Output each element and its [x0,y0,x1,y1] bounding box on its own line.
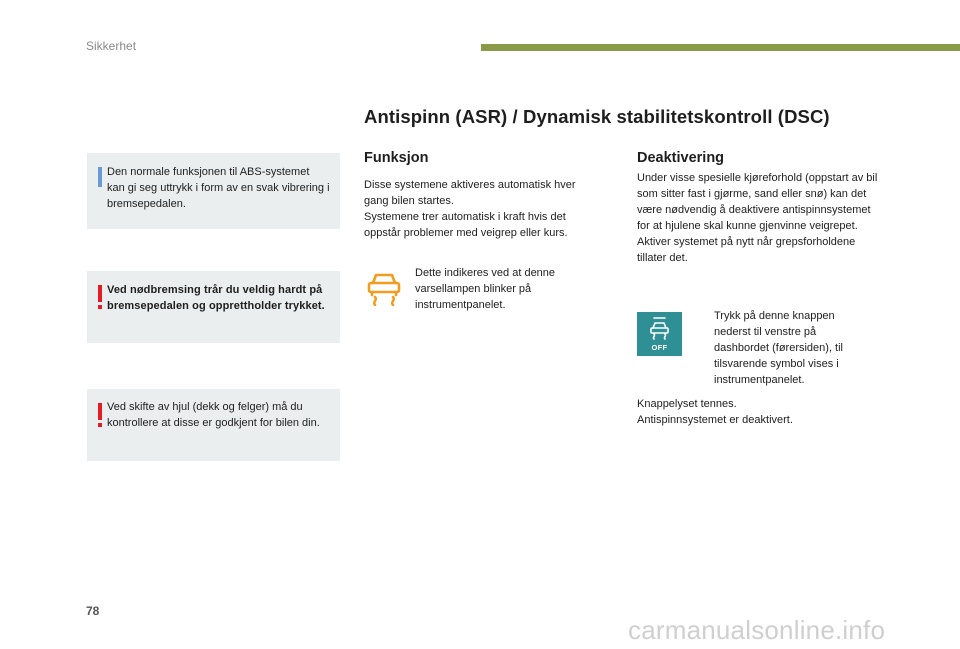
deaktivering-heading: Deaktivering [637,150,725,166]
warning-exclamation-icon [98,285,102,302]
dsc-off-label: OFF [651,343,668,352]
funksjon-text [364,177,599,241]
warning-exclamation-icon [98,403,102,420]
deaktivering-paragraph-1: Under visse spesielle kjøreforhold (oppstart av bil som sitter fast i gjørme, sand eller snø) kan det være nødvendig å deaktivere antispinnsystemet for at hjulene skal kunne gjenvinne veigrepet. [637,172,878,232]
page-title: Antispinn (ASR) / Dynamisk stabilitetskontroll (DSC) [364,106,830,127]
deaktivering-result-2: Antispinnsystemet er deaktivert. [637,414,793,426]
header-accent-bar [481,44,960,51]
funksjon-paragraph-1: Disse systemene aktiveres automatisk hver gang bilen startes. [364,179,576,207]
section-label: Sikkerhet [86,39,137,53]
info-note [87,153,340,229]
deaktivering-text [637,170,882,266]
deaktivering-result-1: Knappelyset tennes. [637,398,737,410]
skid-warning-lamp-icon [365,270,403,306]
dsc-off-button-icon [637,312,682,356]
funksjon-heading: Funksjon [364,150,429,166]
warning-note-wheels-text: Ved skifte av hjul (dekk og felger) må du kontrollere at disse er godkjent for bilen din. [107,401,320,429]
watermark: carmanualsonline.info [628,615,886,645]
info-marker-icon [98,167,102,187]
warning-note-braking [87,271,340,343]
info-note-text: Den normale funksjonen til ABS-systemet kan gi seg uttrykk i form av en svak vibrering i bremsepedalen. [107,166,330,210]
deaktivering-instruction: Trykk på denne knappen nederst til venstre på dashbordet (førersiden), til tilsvarende symbol vises i instrumentpanelet. [714,310,843,386]
funksjon-paragraph-2: Systemene trer automatisk i kraft hvis det oppstår problemer med veigrep eller kurs. [364,211,568,239]
stability-car-icon [637,312,682,342]
warning-note-wheels [87,389,340,461]
page-number: 78 [86,604,100,618]
warning-note-braking-text: Ved nødbremsing trår du veldig hardt på bremsepedalen og opprettholder trykket. [107,284,325,312]
deaktivering-result [637,396,882,428]
deaktivering-paragraph-2: Aktiver systemet på nytt når grepsforholdene tillater det. [637,236,856,264]
warning-lamp-caption: Dette indikeres ved at denne varsellampen blinker på instrumentpanelet. [415,267,556,311]
